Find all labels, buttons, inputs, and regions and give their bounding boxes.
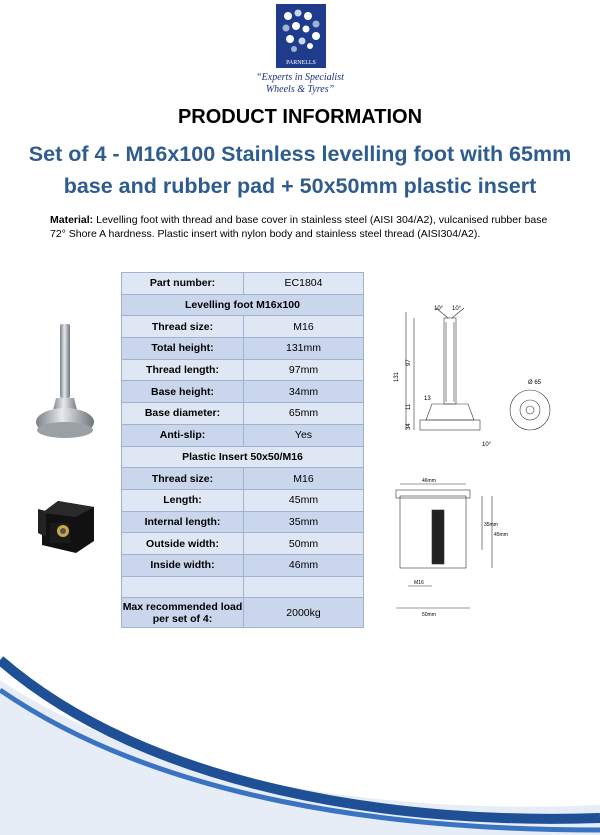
plastic-insert-image — [36, 497, 100, 555]
svg-text:10°: 10° — [482, 442, 492, 448]
table-row: Part number: EC1804 — [122, 273, 364, 295]
svg-text:50mm: 50mm — [422, 612, 436, 618]
svg-text:34: 34 — [406, 423, 412, 430]
levelling-foot-image — [34, 322, 96, 444]
svg-text:35mm: 35mm — [484, 522, 498, 528]
table-row: Outside width: 50mm — [122, 533, 364, 555]
svg-text:13: 13 — [424, 396, 431, 402]
table-row: Anti-slip: Yes — [122, 424, 364, 446]
table-row: Base height: 34mm — [122, 381, 364, 403]
svg-text:46mm: 46mm — [422, 478, 436, 484]
brand-tagline: “Experts in Specialist Wheels & Tyres” — [256, 72, 344, 95]
plastic-insert-drawing — [388, 470, 508, 620]
page-heading: PRODUCT INFORMATION — [177, 106, 423, 128]
table-row: Total height: 131mm — [122, 338, 364, 360]
svg-text:10°: 10° — [452, 306, 462, 312]
table-row: Max recommended load per set of 4: 2000kg — [122, 598, 364, 628]
table-row-empty — [122, 576, 364, 598]
material-text: Levelling foot with thread and base cover in stainless steel (AISI 304/A2), vulcanised rubber base 72° Shore A hardness. Plastic insert with nylon body and stainless steel thread (AISI304/A2). — [50, 214, 548, 240]
svg-text:M16: M16 — [414, 580, 424, 586]
spec-table — [121, 272, 364, 628]
brand-name: PARNELLS — [286, 60, 316, 66]
svg-text:131: 131 — [394, 371, 400, 382]
levelling-foot-drawing — [376, 302, 576, 452]
table-row: Base diameter: 65mm — [122, 403, 364, 425]
table-row: Length: 45mm — [122, 489, 364, 511]
decorative-wave — [0, 640, 600, 835]
material-label: Material: — [50, 214, 94, 226]
table-section-header: Levelling foot M16x100 — [122, 294, 364, 316]
table-row: Thread size: M16 — [122, 316, 364, 338]
material-description — [50, 213, 565, 241]
table-row: Thread size: M16 — [122, 468, 364, 490]
parnells-logo — [276, 4, 326, 68]
product-title: Set of 4 - M16x100 Stainless levelling foot with 65mm base and rubber pad + 50x50mm plastic insert — [28, 142, 572, 198]
svg-text:Ø 65: Ø 65 — [528, 380, 542, 386]
svg-text:11: 11 — [406, 403, 412, 410]
table-section-header: Plastic Insert 50x50/M16 — [122, 446, 364, 468]
svg-text:97: 97 — [406, 359, 412, 366]
table-row: Thread length: 97mm — [122, 359, 364, 381]
svg-text:45mm: 45mm — [494, 532, 508, 538]
table-row: Inside width: 46mm — [122, 554, 364, 576]
table-row: Internal length: 35mm — [122, 511, 364, 533]
svg-text:10°: 10° — [434, 306, 444, 312]
